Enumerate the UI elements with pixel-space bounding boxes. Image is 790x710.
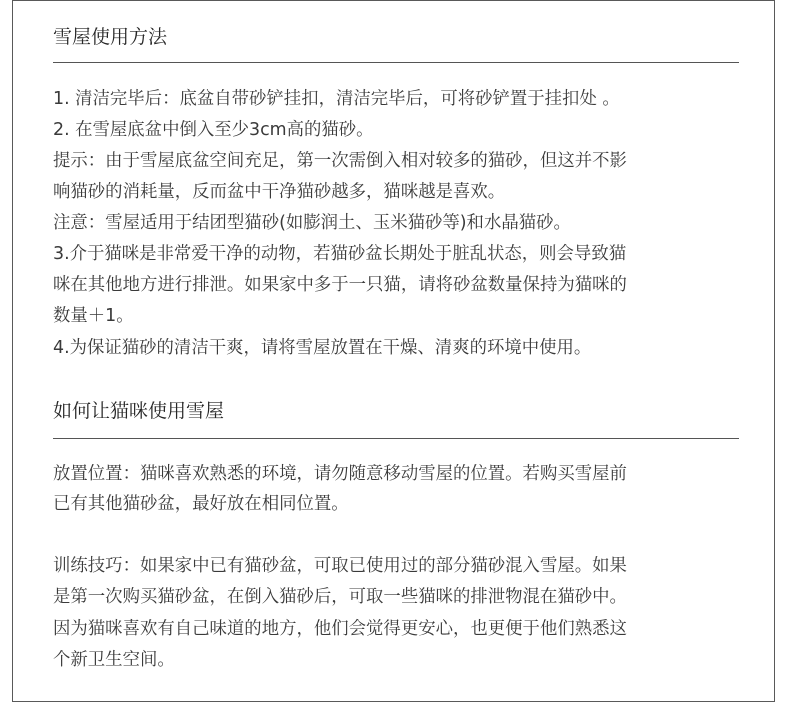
section-heading-usage: 雪屋使用方法 xyxy=(53,26,168,48)
usage-line: 咪在其他地方进行排泄。如果家中多于一只猫，请将砂盆数量保持为猫咪的 xyxy=(53,275,627,295)
training-line: 放置位置：猫咪喜欢熟悉的环境，请勿随意移动雪屋的位置。若购买雪屋前 xyxy=(53,464,627,484)
usage-line: 4.为保证猫砂的清洁干爽，请将雪屋放置在干燥、清爽的环境中使用。 xyxy=(53,338,592,358)
section-heading-training: 如何让猫咪使用雪屋 xyxy=(53,400,225,422)
training-line: 训练技巧：如果家中已有猫砂盆，可取已使用过的部分猫砂混入雪屋。如果 xyxy=(53,556,627,576)
instruction-panel xyxy=(12,0,775,702)
usage-line: 数量＋1。 xyxy=(53,306,134,326)
usage-line: 提示：由于雪屋底盆空间充足，第一次需倒入相对较多的猫砂，但这并不影 xyxy=(53,151,627,171)
training-line: 是第一次购买猫砂盆，在倒入猫砂后，可取一些猫咪的排泄物混在猫砂中。 xyxy=(53,587,627,607)
usage-line: 响猫砂的消耗量，反而盆中干净猫砂越多，猫咪越是喜欢。 xyxy=(53,182,506,202)
training-line: 个新卫生空间。 xyxy=(53,650,175,670)
training-line: 已有其他猫砂盆，最好放在相同位置。 xyxy=(53,494,349,514)
usage-line: 1. 清洁完毕后：底盆自带砂铲挂扣，清洁完毕后，可将砂铲置于挂扣处 。 xyxy=(53,89,620,109)
divider-usage xyxy=(53,62,739,63)
usage-line: 2. 在雪屋底盆中倒入至少3cm高的猫砂。 xyxy=(53,120,374,140)
divider-training xyxy=(53,438,739,439)
training-line: 因为猫咪喜欢有自己味道的地方，他们会觉得更安心，也更便于他们熟悉这 xyxy=(53,619,627,639)
usage-line: 注意：雪屋适用于结团型猫砂(如膨润土、玉米猫砂等)和水晶猫砂。 xyxy=(53,213,571,233)
usage-line: 3.介于猫咪是非常爱干净的动物，若猫砂盆长期处于脏乱状态，则会导致猫 xyxy=(53,244,627,264)
